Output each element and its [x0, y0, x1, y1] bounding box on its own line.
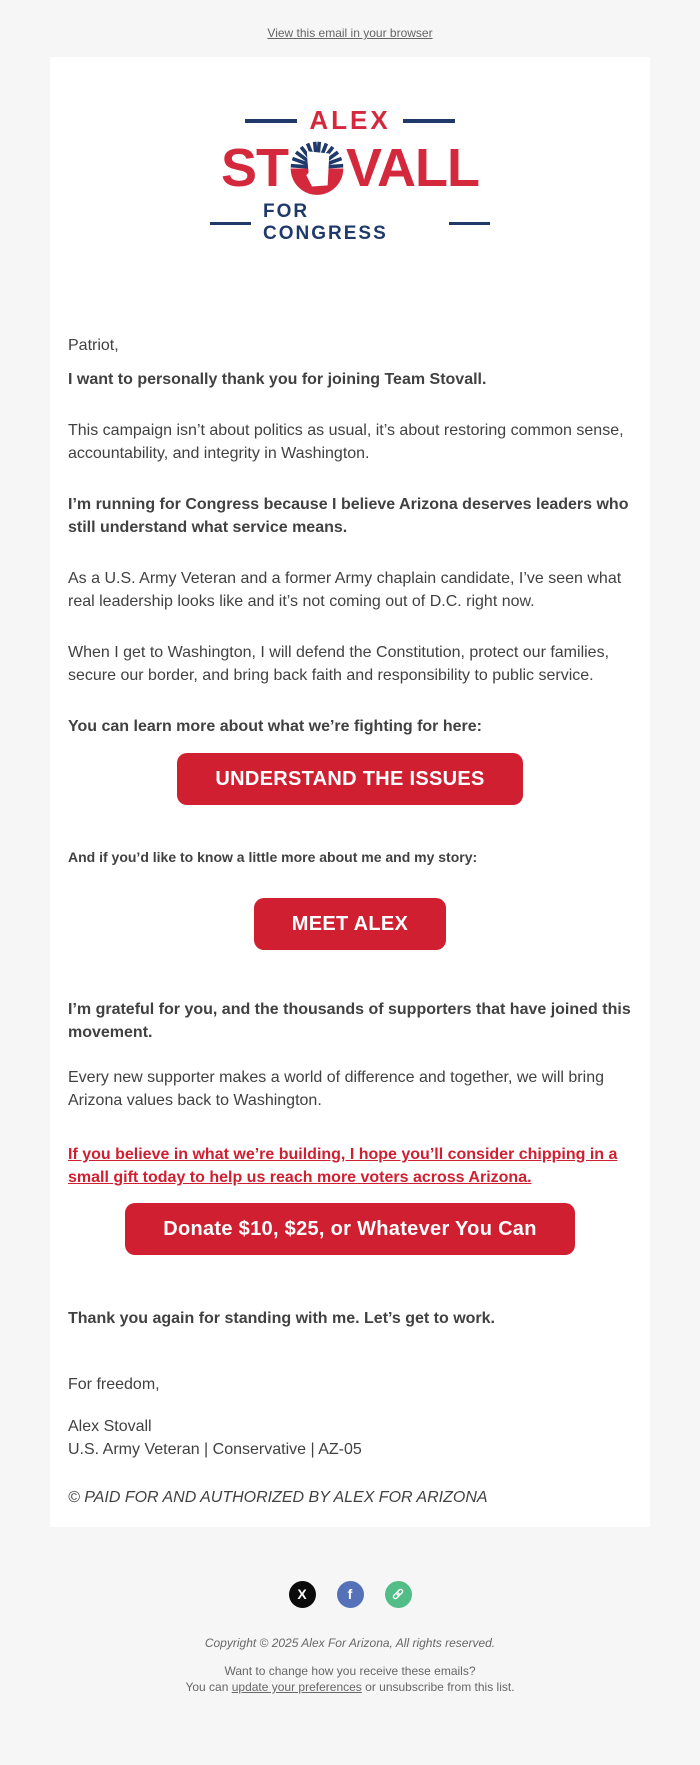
arizona-sunburst-icon	[289, 140, 345, 196]
signature-block	[68, 1415, 632, 1461]
paragraph-washington: When I get to Washington, I will defend the Constitution, protect our families, secure our border, and bring back faith and responsibility to public service.	[68, 644, 610, 684]
paragraph-campaign: This campaign isn’t about politics as usual, it’s about restoring common sense, accountability, and integrity in Washington.	[68, 422, 624, 462]
meet-alex-button[interactable]: MEET ALEX	[254, 898, 446, 950]
prefs-suffix: or unsubscribe from this list.	[361, 1680, 515, 1694]
logo-left-bar	[245, 119, 297, 123]
learn-more-line: You can learn more about what we’re fighting for here:	[68, 718, 482, 735]
copyright-text: Copyright © 2025 Alex For Arizona, All rights reserved.	[204, 1636, 496, 1650]
greeting-text: Patriot,	[68, 337, 119, 354]
grateful-line: I’m grateful for you, and the thousands of supporters that have joined this movement.	[68, 1001, 631, 1041]
logo-alex-text: ALEX	[309, 105, 391, 135]
logo-right-bar-bottom	[449, 222, 490, 225]
meet-button-row	[68, 898, 632, 950]
logo-congress-text: FOR CONGRESS	[263, 201, 388, 244]
signature-name: Alex Stovall	[68, 1418, 152, 1435]
x-icon: X	[297, 1586, 307, 1602]
logo-name-right: VALL	[346, 138, 479, 198]
website-link-button[interactable]	[385, 1581, 412, 1608]
logo-name-row	[210, 137, 490, 199]
logo-top-row	[210, 105, 490, 136]
paid-for-disclaimer: © PAID FOR AND AUTHORIZED BY ALEX FOR ARIZONA	[68, 1489, 488, 1506]
paragraph-veteran: As a U.S. Army Veteran and a former Army chaplain candidate, I’ve seen what real leadership looks like and it’s not coming out of D.C. right now.	[68, 570, 622, 610]
closing-line: Thank you again for standing with me. Let’s get to work.	[68, 1310, 495, 1327]
email-footer	[0, 1580, 700, 1695]
prefs-prefix: You can	[185, 1680, 232, 1694]
logo-name-left: ST	[221, 138, 289, 198]
logo-left-bar-bottom	[210, 222, 251, 225]
email-card	[50, 57, 650, 1527]
logo-bottom-row	[210, 201, 490, 245]
preheader	[0, 24, 700, 40]
donate-text-link[interactable]: If you believe in what we’re building, I hope you’ll consider chipping in a small gift today to help us reach more voters across Arizona.	[68, 1146, 618, 1186]
view-in-browser-link[interactable]: View this email in your browser	[267, 26, 433, 40]
signoff-text: For freedom,	[68, 1376, 160, 1393]
paragraph-running: I’m running for Congress because I believe Arizona deserves leaders who still understand what service means.	[68, 496, 629, 536]
facebook-icon: f	[347, 1586, 353, 1602]
prefs-question: Want to change how you receive these emails?	[224, 1664, 476, 1678]
story-line: And if you’d like to know a little more about me and my story:	[68, 849, 478, 865]
campaign-logo[interactable]	[210, 105, 490, 245]
x-twitter-button[interactable]	[289, 1581, 316, 1608]
link-icon	[390, 1586, 406, 1602]
preferences-block	[0, 1663, 700, 1695]
paragraph-supporter: Every new supporter makes a world of difference and together, we will bring Arizona values back to Washington.	[68, 1069, 604, 1109]
donate-button[interactable]: Donate $10, $25, or Whatever You Can	[125, 1203, 575, 1255]
donate-link-paragraph	[68, 1143, 632, 1189]
social-icons-row	[0, 1580, 700, 1608]
facebook-button[interactable]	[337, 1581, 364, 1608]
understand-issues-button[interactable]: UNDERSTAND THE ISSUES	[177, 753, 522, 805]
issues-button-row	[68, 753, 632, 805]
donate-button-row	[68, 1203, 632, 1255]
update-preferences-link[interactable]: update your preferences	[231, 1680, 362, 1694]
thanks-line: I want to personally thank you for joining Team Stovall.	[68, 371, 487, 388]
email-body	[65, 334, 635, 1509]
logo-right-bar	[403, 119, 455, 123]
signature-title: U.S. Army Veteran | Conservative | AZ-05	[68, 1441, 362, 1458]
